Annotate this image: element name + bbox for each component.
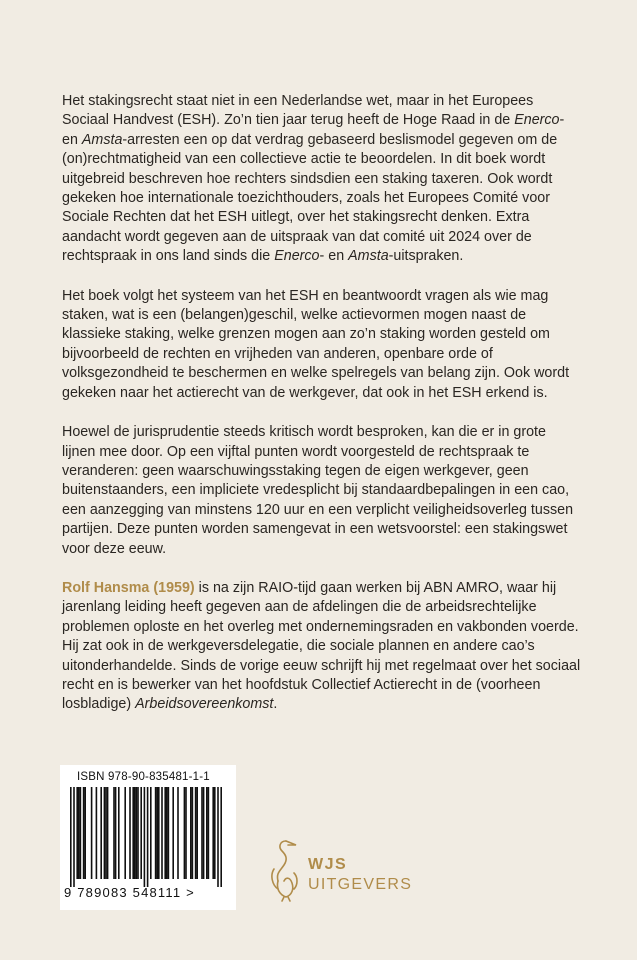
barcode-bar xyxy=(113,787,115,879)
barcode-bar xyxy=(137,787,139,879)
barcode-bar xyxy=(196,787,198,879)
paragraph xyxy=(62,287,582,403)
text-segment: Amsta xyxy=(81,131,123,148)
barcode-bar xyxy=(140,787,142,879)
barcode-bar xyxy=(83,787,85,879)
barcode-bar xyxy=(208,787,210,879)
barcode-bar xyxy=(115,787,117,879)
barcode-bar xyxy=(144,787,146,887)
barcode-bar xyxy=(70,787,72,887)
text-segment: Het boek volgt het systeem van het ESH en beantwoordt vragen als wie mag staken, wat is een (belangen)geschil, welke actievormen mogen naast de klassieke staking, welke grenzen mogen aan zo’n staking worden gesteld om bijvoorbeeld de rechten en vrijheden van anderen, openbare orde of volksgezondheid te beschermen en welke spelregels van belang zijn. Ook wordt gekeken naar het actierecht van de werkgever, dat ook in het ESH erkend is. xyxy=(62,287,570,401)
barcode-bar xyxy=(147,787,149,887)
barcode-bar xyxy=(136,787,138,879)
publisher-name-line1: WJS xyxy=(308,856,348,873)
barcode-bar xyxy=(80,787,82,879)
barcode-bar xyxy=(156,787,158,879)
text-segment: -uitspraken. xyxy=(388,248,464,265)
text-segment: Het stakingsrecht staat niet in een Nederlandse wet, maar in het Europees Sociaal Handvest (ESH). Zo’n tien jaar terug heeft de Hoge Raad in de xyxy=(62,93,534,129)
barcode-bar xyxy=(214,787,216,879)
barcode-bar xyxy=(206,787,208,879)
barcode-bar xyxy=(201,787,203,879)
barcode-bar xyxy=(195,787,197,879)
text-segment: Amsta xyxy=(348,248,389,265)
text-segment: . xyxy=(273,696,278,713)
barcode-bar xyxy=(134,787,136,879)
barcode-bar xyxy=(168,787,170,879)
text-segment: - en xyxy=(319,248,349,265)
barcode-bar xyxy=(212,787,214,879)
barcode-bar xyxy=(166,787,168,879)
paragraph xyxy=(62,92,582,267)
barcode-bar xyxy=(203,787,205,879)
barcode-bar xyxy=(124,787,126,879)
author-name: Rolf Hansma (1959) xyxy=(62,579,195,596)
barcode-bar xyxy=(104,787,106,879)
publisher-name-line2: UITGEVERS xyxy=(308,876,413,893)
barcode-bar xyxy=(91,787,93,879)
barcode-bar xyxy=(105,787,107,879)
barcode-bar xyxy=(190,787,192,879)
barcode-bar xyxy=(129,787,131,879)
text-segment: is na zijn RAIO-tijd gaan werken bij ABN AMRO, waar hij jarenlang leiding heeft gegeven aan de afdelingen die de arbeidsrechtelijke problemen oploste en het overleg met ondernemingsraden en vakbonden voerde. Hij zat ook in de werkgeversdelegatie, die sociale plannen en andere cao’s uitonderhandelde. Sinds de vorige eeuw schrijft hij met regelmaat over het sociaal recht en is bewerker van het hoofdstuk Collectief Actierecht in de (voorheen losbladige) xyxy=(62,579,581,713)
barcode-bar xyxy=(76,787,78,879)
barcode-bar xyxy=(150,787,152,879)
text-segment: -arresten een op dat verdrag gebaseerd beslismodel gegeven om de (on)rechtmatigheid van een collectieve actie te beoordelen. In dit boek wordt uitgebreid beschreven hoe rechters sindsdien een staking taxeren. Ook wordt gekeken hoe internationale toezichthouders, zoals het Europees Comité voor Sociale Rechten dat het ESH uitlegt, over het stakingsrecht denken. Extra aandacht wordt gegeven aan de uitspraak van dat comité uit 2024 over de rechtspraak in ons land sinds die xyxy=(62,131,558,265)
barcode-digits: 9 789083 548111 > xyxy=(64,885,195,900)
text-segment: Hoewel de jurisprudentie steeds kritisch wordt besproken, kan die er in grote lijnen mee door. Op een vijftal punten wordt voorgesteld de rechtspraak te veranderen: geen waarschuwingsstaking tegen de eigen werkgever, geen buitenstaanders, een impliciete vredesplicht bij standaardbepalingen in een cao, een aanzegging van minstens 120 uur en een verplicht veiligheidsoverleg tussen partijen. Deze punten worden samengevat in een wetsvoorstel: een stakingswet voor deze eeuw. xyxy=(62,424,574,557)
back-cover-text xyxy=(62,92,582,735)
text-segment: Enerco xyxy=(514,112,560,129)
barcode-bar xyxy=(192,787,194,879)
barcode-bar xyxy=(164,787,166,879)
barcode-bar xyxy=(73,787,75,887)
barcode-bar xyxy=(184,787,186,879)
barcode-bar xyxy=(217,787,219,887)
barcode-bar xyxy=(161,787,163,879)
barcode-bar xyxy=(155,787,157,879)
barcode-bar xyxy=(100,787,102,879)
paragraph xyxy=(62,423,582,559)
barcode-bar xyxy=(220,787,222,887)
paragraph xyxy=(62,579,582,715)
barcode-bar xyxy=(96,787,98,879)
barcode-bar xyxy=(84,787,86,879)
text-segment: Arbeidsovereenkomst xyxy=(135,696,274,713)
barcode-bar xyxy=(172,787,174,879)
barcode-bar xyxy=(118,787,120,879)
publisher-logo xyxy=(266,833,426,903)
barcode-bar xyxy=(158,787,160,879)
barcode-bar xyxy=(132,787,134,879)
barcode-bar xyxy=(185,787,187,879)
text-segment: Enerco xyxy=(274,248,320,265)
barcode-bar xyxy=(107,787,109,879)
isbn-barcode-box xyxy=(60,765,236,910)
text-segment: - en xyxy=(62,112,565,148)
isbn-label: ISBN 978-90-835481-1-1 xyxy=(77,771,210,783)
stork-logo-icon xyxy=(266,833,306,903)
barcode-icon xyxy=(70,787,226,887)
barcode-bar xyxy=(177,787,179,879)
barcode-bar xyxy=(78,787,80,879)
